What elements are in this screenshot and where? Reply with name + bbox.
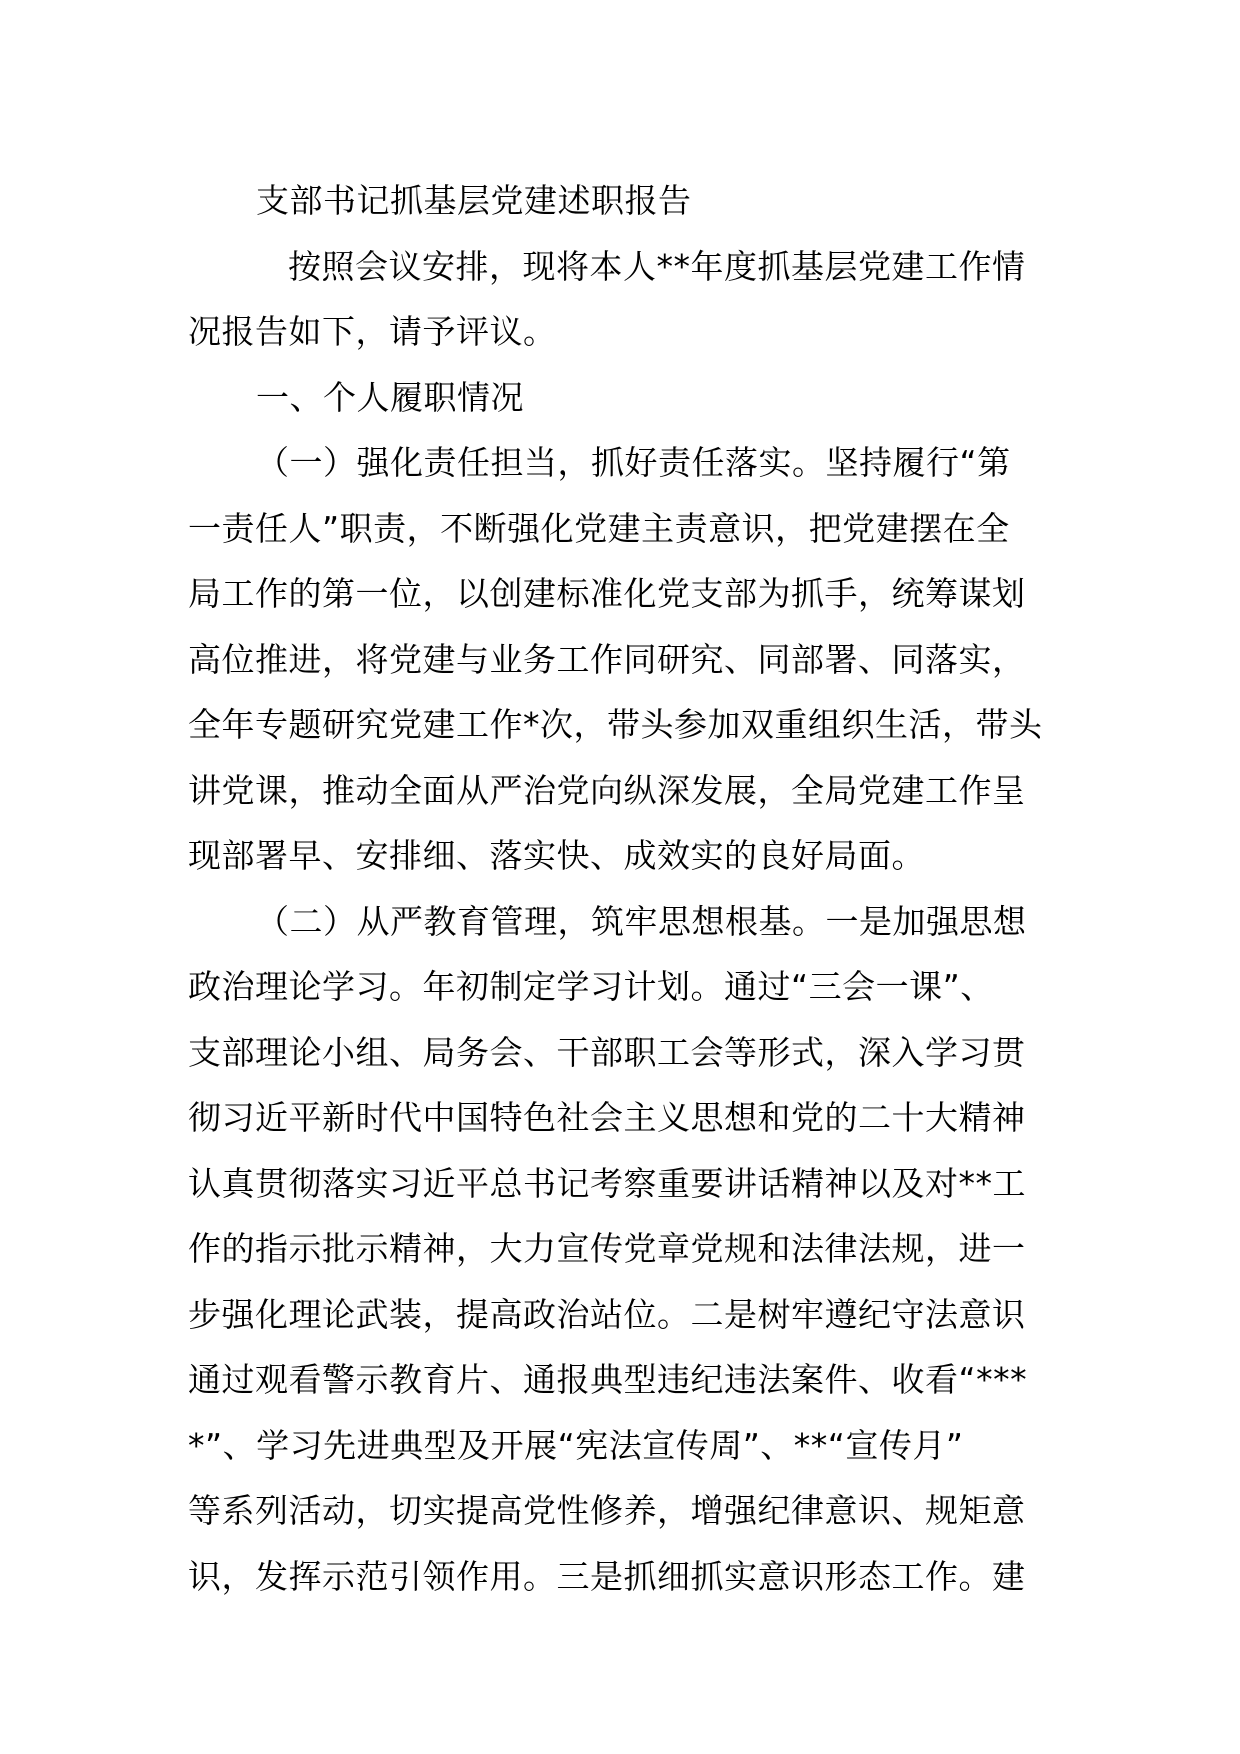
paragraph-line: 步强化理论武装，提高政治站位。二是树牢遵纪守法意识 (188, 1294, 1026, 1334)
document-body (188, 168, 1058, 1609)
paragraph-line: 认真贯彻落实习近平总书记考察重要讲话精神以及对**工 (188, 1163, 1026, 1203)
paragraph-line: 识，发挥示范引领作用。三是抓细抓实意识形态工作。建 (188, 1556, 1026, 1596)
paragraph-line: 等系列活动，切实提高党性修养，增强纪律意识、规矩意 (188, 1491, 1026, 1530)
document-title: 支部书记抓基层党建述职报告 (256, 181, 692, 220)
paragraph-line: *”、学习先进典型及开展“宪法宣传周”、**“宣传月” (188, 1425, 964, 1465)
paragraph-line: （一）强化责任担当，抓好责任落实。坚持履行“第 (256, 443, 1011, 482)
paragraph-line: 高位推进，将党建与业务工作同研究、同部署、同落实， (188, 639, 1026, 679)
section-heading: 一、个人履职情况 (256, 377, 524, 417)
paragraph-line: 局工作的第一位，以创建标准化党支部为抓手，统筹谋划 (188, 574, 1026, 613)
paragraph-line: 通过观看警示教育片、通报典型违纪违法案件、收看“*** (188, 1360, 1028, 1399)
paragraph-line: 作的指示批示精神，大力宣传党章党规和法律法规，进一 (188, 1229, 1026, 1268)
paragraph-line: 全年专题研究党建工作*次，带头参加双重组织生活，带头 (188, 705, 1043, 744)
intro-line: 按照会议安排，现将本人**年度抓基层党建工作情 (288, 246, 1026, 286)
paragraph-line: 一责任人”职责，不断强化党建主责意识，把党建摆在全 (188, 508, 1010, 548)
paragraph-line: 彻习近平新时代中国特色社会主义思想和党的二十大精神 (188, 1098, 1026, 1137)
paragraph-line: 讲党课，推动全面从严治党向纵深发展，全局党建工作呈 (188, 770, 1026, 810)
paragraph-line: 现部署早、安排细、落实快、成效实的良好局面。 (188, 836, 925, 875)
paragraph-line: 政治理论学习。年初制定学习计划。通过“三会一课”、 (188, 967, 994, 1006)
intro-line: 况报告如下，请予评议。 (188, 312, 557, 351)
paragraph-line: （二）从严教育管理，筑牢思想根基。一是加强思想 (256, 901, 1027, 941)
paragraph-line: 支部理论小组、局务会、干部职工会等形式，深入学习贯 (188, 1032, 1026, 1072)
